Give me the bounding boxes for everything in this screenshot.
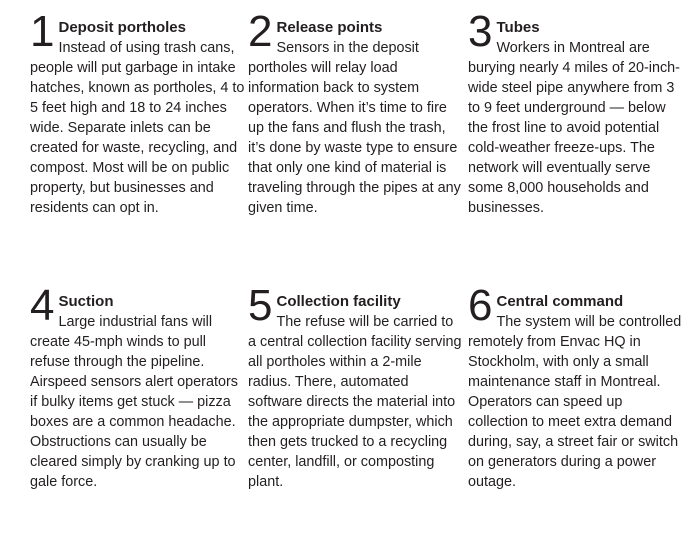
step-text: The refuse will be carried to a central collection facility serving all portholes within a 2-mile radius. There, automated software directs the material into the appropriate dumpster, which then gets trucked to a recycling center, landfill, or composting plant. bbox=[248, 314, 462, 490]
step-title: Collection facility bbox=[276, 293, 401, 310]
step-collection-facility bbox=[248, 281, 463, 492]
step-text: The system will be controlled remotely from Envac HQ in Stockholm, with only a small maintenance staff in Montreal. Operators can speed up collection to meet extra demand during, say, a street fair or switch on generators during a power outage. bbox=[468, 314, 682, 490]
step-text: Sensors in the deposit portholes will relay load information back to system operators. When it’s time to fire up the fans and flush the trash, it’s done by waste type to ensure that only one kind of material is traveling through the pipes at any given time. bbox=[248, 40, 461, 216]
step-central-command bbox=[468, 281, 686, 492]
step-title: Suction bbox=[58, 293, 114, 310]
step-number: 4 bbox=[30, 281, 55, 330]
step-number: 3 bbox=[468, 7, 493, 56]
step-text: Instead of using trash cans, people will put garbage in intake hatches, known as portholes, 4 to 5 feet high and 18 to 24 inches wide. Separate inlets can be created for waste, recycling, and compost. Most will be on public property, but businesses and residents can opt in. bbox=[30, 40, 245, 216]
step-tubes bbox=[468, 7, 686, 218]
step-deposit-portholes bbox=[30, 7, 248, 218]
step-number: 6 bbox=[468, 281, 493, 330]
step-suction bbox=[30, 281, 248, 492]
step-number: 2 bbox=[248, 7, 273, 56]
step-title: Tubes bbox=[496, 19, 540, 36]
step-title: Central command bbox=[496, 293, 624, 310]
step-title: Release points bbox=[276, 19, 383, 36]
step-title: Deposit portholes bbox=[58, 19, 186, 36]
step-text: Large industrial fans will create 45-mph winds to pull refuse through the pipeline. Airspeed sensors alert operators if bulky items get stuck — pizza boxes are a common headache. Obstructions can usually be cleared simply by cranking up to gale force. bbox=[30, 314, 238, 490]
step-release-points bbox=[248, 7, 463, 218]
step-number: 1 bbox=[30, 7, 55, 56]
step-text: Workers in Montreal are burying nearly 4 miles of 20-inch-wide steel pipe anywhere from 3 to 9 feet underground — below the frost line to avoid potential cold-weather freeze-ups. The network will eventually serve some 8,000 households and businesses. bbox=[468, 40, 680, 216]
step-number: 5 bbox=[248, 281, 273, 330]
